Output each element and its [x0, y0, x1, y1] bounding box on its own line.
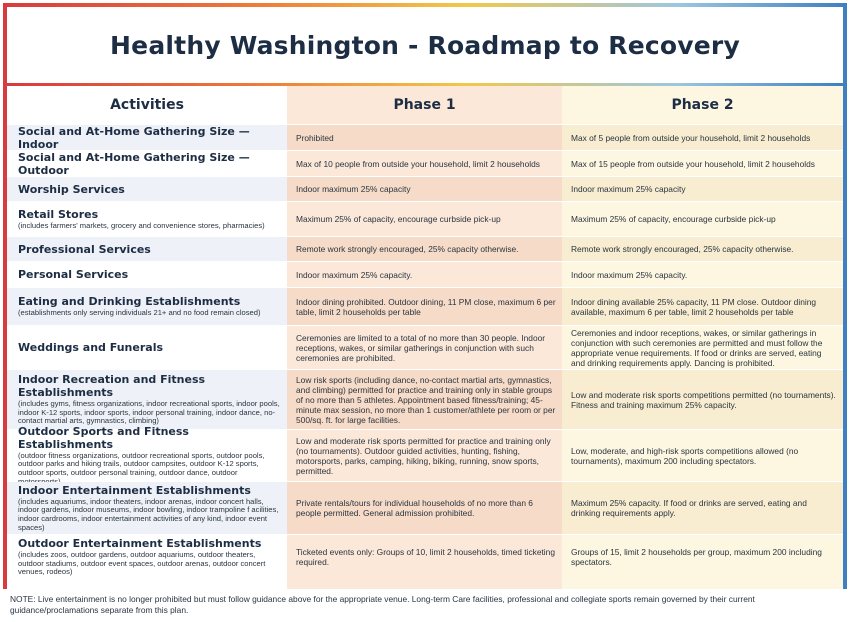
header-activities: Activities	[110, 97, 184, 113]
table-row	[7, 481, 843, 534]
phase1-cell	[287, 288, 562, 325]
header-phase1: Phase 1	[393, 97, 456, 113]
phase1-text: Ticketed events only: Groups of 10, limit 2 households, timed ticketing required.	[296, 547, 555, 567]
activity-cell	[7, 370, 287, 429]
phase2-text: Ceremonies and indoor receptions, wakes, or similar gatherings in conjunction with such ceremonies are permitted and must follow the appropriate venue requirements. If food or drinks are served, eating and drinking requirements apply. Dancing is prohibited.	[571, 327, 823, 368]
activity-cell	[7, 326, 287, 369]
activity-cell	[7, 288, 287, 325]
phase1-cell	[287, 262, 562, 287]
phase2-cell	[562, 430, 843, 481]
phase2-cell	[562, 482, 843, 534]
phase1-cell	[287, 370, 562, 429]
activity-cell	[7, 151, 287, 176]
activity-name: Eating and Drinking Establishments	[18, 295, 241, 309]
activity-description: (includes gyms, fitness organizations, indoor recreational sports, indoor pools, indoor K-12 sports, indoor sports, indoor personal training, indoor dance, no-contact martial arts, gymnastics, climbing)	[18, 399, 280, 426]
phase2-text: Indoor maximum 25% capacity.	[571, 269, 688, 280]
phase2-text: Maximum 25% capacity. If food or drinks are served, eating and drinking requirements apply.	[571, 498, 807, 518]
phase1-text: Low risk sports (including dance, no-contact martial arts, gymnastics, and climbing) permitted for practice and training only in stable groups of no more than 5 athletes. Appointment based fitness/training; 45-minute max session, no more than 1 customer/athlete per room or per 500/sq. ft. for large facilities.	[296, 374, 556, 425]
phase2-cell	[562, 370, 843, 429]
phase1-text: Prohibited	[296, 132, 334, 143]
activity-description: (establishments only serving individuals 21+ and no food remain closed)	[18, 308, 261, 318]
phase1-text: Maximum 25% of capacity, encourage curbside pick-up	[296, 214, 501, 224]
activity-description: (includes aquariums, indoor theaters, indoor arenas, indoor concert halls, indoor gardens, indoor museums, indoor bowling, indoor trampoline f acilities, indoor cardrooms, indoor entertainment activities of any kind, indoor event spaces)	[18, 496, 279, 532]
phase1-text: Indoor dining prohibited. Outdoor dining, 11 PM close, maximum 6 per table, limit 2 households per table	[296, 296, 556, 317]
phase1-cell	[287, 535, 562, 579]
activity-cell	[7, 202, 287, 236]
phase1-text: Remote work strongly encouraged, 25% capacity otherwise.	[296, 244, 519, 254]
phase2-text: Indoor maximum 25% capacity	[571, 184, 686, 194]
phase2-cell	[562, 288, 843, 325]
phase2-cell	[562, 535, 843, 579]
phase2-cell	[562, 151, 843, 176]
phase2-text: Max of 5 people from outside your household, limit 2 households	[571, 132, 811, 143]
activity-description: (includes farmers' markets, grocery and convenience stores, pharmacies)	[18, 220, 265, 230]
phase2-text: Indoor dining available 25% capacity, 11 PM close. Outdoor dining available, maximum 6 per table, limit 2 households per table	[571, 296, 817, 317]
phase1-text: Indoor maximum 25% capacity	[296, 184, 411, 194]
activity-cell	[7, 424, 287, 481]
roadmap-table	[7, 124, 843, 579]
activity-name: Indoor Entertainment Establishments	[18, 483, 251, 497]
phase2-text: Low, moderate, and high-risk sports competitions allowed (no tournaments), maximum 200 including spectators.	[571, 445, 799, 466]
activity-cell	[7, 177, 287, 201]
activity-description: (includes zoos, outdoor gardens, outdoor aquariums, outdoor theaters, outdoor stadiums, outdoor event spaces, outdoor arenas, outdoor concert venues, rodeos)	[18, 550, 266, 577]
phase1-text: Ceremonies are limited to a total of no more than 30 people. Indoor receptions, wakes, or similar gatherings in conjunction with such ceremonies are prohibited.	[296, 332, 546, 363]
phase2-text: Maximum 25% of capacity, encourage curbside pick-up	[571, 214, 776, 224]
activity-name: Indoor Recreation and Fitness Establishments	[18, 373, 206, 400]
footnote: NOTE: Live entertainment is no longer prohibited but must follow guidance above for the appropriate venue. Long-term Care facilities, professional and collegiate sports remain governed by their current guidance/proclamations separate from this plan.	[10, 594, 755, 615]
table-row	[7, 201, 843, 236]
phase1-text: Indoor maximum 25% capacity.	[296, 269, 413, 280]
activity-cell	[7, 125, 287, 150]
activity-cell	[7, 482, 287, 534]
activity-cell	[7, 262, 287, 287]
phase2-cell	[562, 237, 843, 261]
activity-name: Professional Services	[18, 242, 151, 256]
page-title: Healthy Washington - Roadmap to Recovery	[110, 30, 740, 60]
roadmap-frame	[3, 3, 847, 589]
phase2-text: Remote work strongly encouraged, 25% capacity otherwise.	[571, 244, 794, 254]
phase1-text: Private rentals/tours for individual households of no more than 6 people permitted. General admission prohibited.	[296, 498, 533, 518]
header-phase2: Phase 2	[671, 97, 734, 113]
table-row	[7, 325, 843, 369]
activity-name: Worship Services	[18, 182, 125, 196]
table-row	[7, 150, 843, 176]
table-row	[7, 369, 843, 429]
phase2-cell	[562, 326, 843, 369]
activity-name: Retail Stores	[18, 207, 99, 221]
phase1-cell	[287, 482, 562, 534]
activity-name: Personal Services	[18, 268, 129, 281]
phase2-text: Low and moderate risk sports competitions permitted (no tournaments). Fitness and training maximum 25% capacity.	[571, 389, 836, 410]
phase1-cell	[287, 326, 562, 369]
table-row	[7, 124, 843, 150]
phase1-text: Max of 10 people from outside your household, limit 2 households	[296, 158, 540, 169]
phase2-text: Max of 15 people from outside your household, limit 2 households	[571, 158, 815, 169]
phase2-cell	[562, 177, 843, 201]
activity-name: Weddings and Funerals	[18, 341, 164, 354]
table-row	[7, 287, 843, 325]
table-row	[7, 176, 843, 201]
phase1-cell	[287, 177, 562, 201]
table-row	[7, 534, 843, 579]
activity-cell	[7, 535, 287, 579]
activity-description: (outdoor fitness organizations, outdoor recreational sports, outdoor pools, outdoor parks and hiking trails, outdoor campsites, outdoor K-12 sports, outdoor sports, outdoor personal training, outdoor dance, outdoor	[18, 450, 265, 477]
phase1-cell	[287, 430, 562, 481]
phase2-cell	[562, 202, 843, 236]
phase1-cell	[287, 202, 562, 236]
activity-cell	[7, 237, 287, 261]
phase1-cell	[287, 151, 562, 176]
phase2-cell	[562, 262, 843, 287]
phase1-text: Low and moderate risk sports permitted for practice and training only (no tournaments). Outdoor guided activities, hunting, fishing, motorsports, parks, camping, hiking, biking, running, snow sports, permitted.	[296, 435, 551, 476]
table-row	[7, 424, 843, 481]
activity-name: Outdoor Entertainment Establishments	[18, 537, 262, 551]
phase1-cell	[287, 237, 562, 261]
phase2-cell	[562, 125, 843, 150]
activity-name: Social and At-Home Gathering Size — Indoor	[18, 124, 250, 151]
table-row	[7, 236, 843, 261]
activity-name: Outdoor Sports and Fitness Establishments	[18, 424, 189, 451]
activity-name: Social and At-Home Gathering Size — Outdoor	[18, 150, 250, 177]
phase2-text: Groups of 15, limit 2 households per group, maximum 200 including spectators.	[571, 547, 822, 567]
phase1-cell	[287, 125, 562, 150]
table-row	[7, 261, 843, 287]
